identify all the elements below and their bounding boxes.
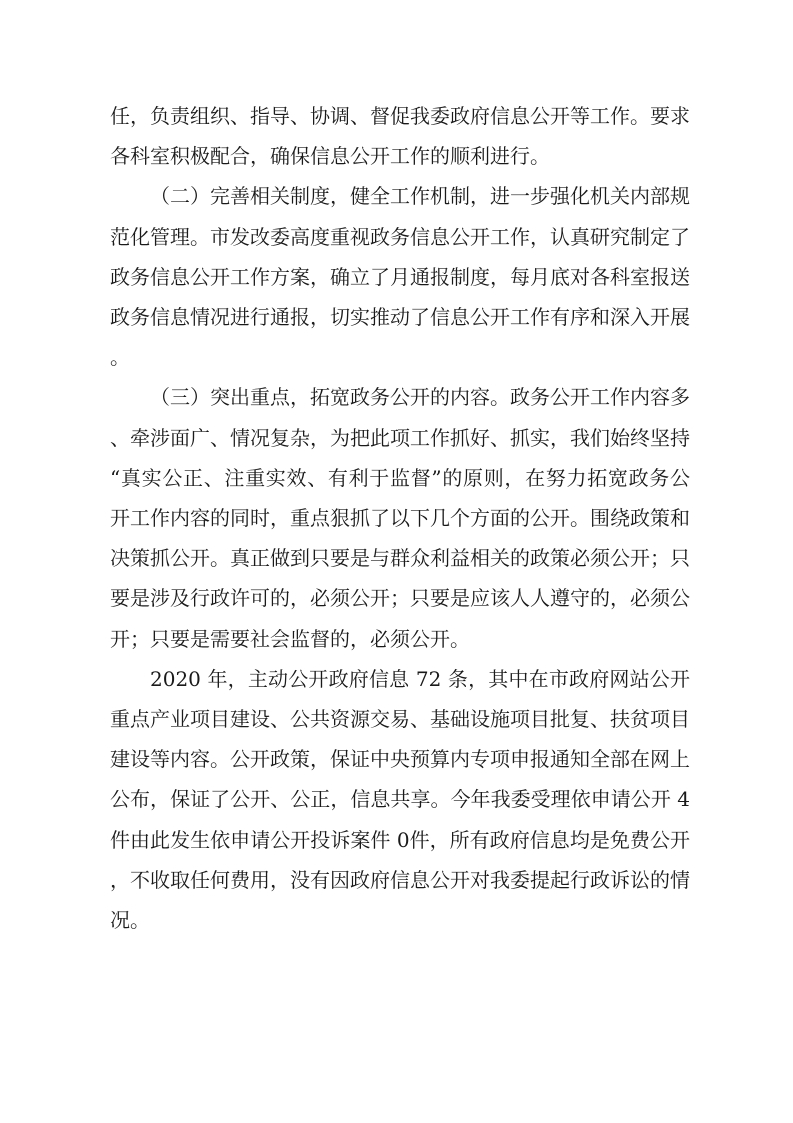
- paragraph-continuation: 任，负责组织、指导、协调、督促我委政府信息公开等工作。要求各科室积极配合，确保信息公开工作的顺利进行。: [110, 104, 690, 169]
- paragraph-statistics-2020: 2020 年，主动公开政府信息 72 条，其中在市政府网站公开重点产业项目建设、公共资源交易、基础设施项目批复、扶贫项目建设等内容。公开政策，保证中央预算内专项申报通知全部在网上公布，保证了公开、公正，信息共享。今年我委受理依申请公开 4 件由此发生依申请公开投诉案件 0件，所有政府信息均是免费公开，不收取任何费用，没有因政府信息公开对我委提起行政诉讼的情况。: [110, 666, 690, 933]
- document-body: [110, 96, 690, 940]
- paragraph-section-two: （二）完善相关制度，健全工作机制，进一步强化机关内部规范化管理。市发改委高度重视政务信息公开工作，认真研究制定了政务信息公开工作方案，确立了月通报制度，每月底对各科室报送政务信息情况进行通报，切实推动了信息公开工作有序和深入开展。: [110, 184, 690, 370]
- paragraph-section-three: （三）突出重点，拓宽政务公开的内容。政务公开工作内容多、牵涉面广、情况复杂，为把此项工作抓好、抓实，我们始终坚持“真实公正、注重实效、有利于监督”的原则，在努力拓宽政务公开工作内容的同时，重点狠抓了以下几个方面的公开。围绕政策和决策抓公开。真正做到只要是与群众利益相关的政策必须公开；只要是涉及行政许可的，必须公开；只要是应该人人遵守的，必须公开；只要是需要社会监督的，必须公开。: [110, 385, 690, 651]
